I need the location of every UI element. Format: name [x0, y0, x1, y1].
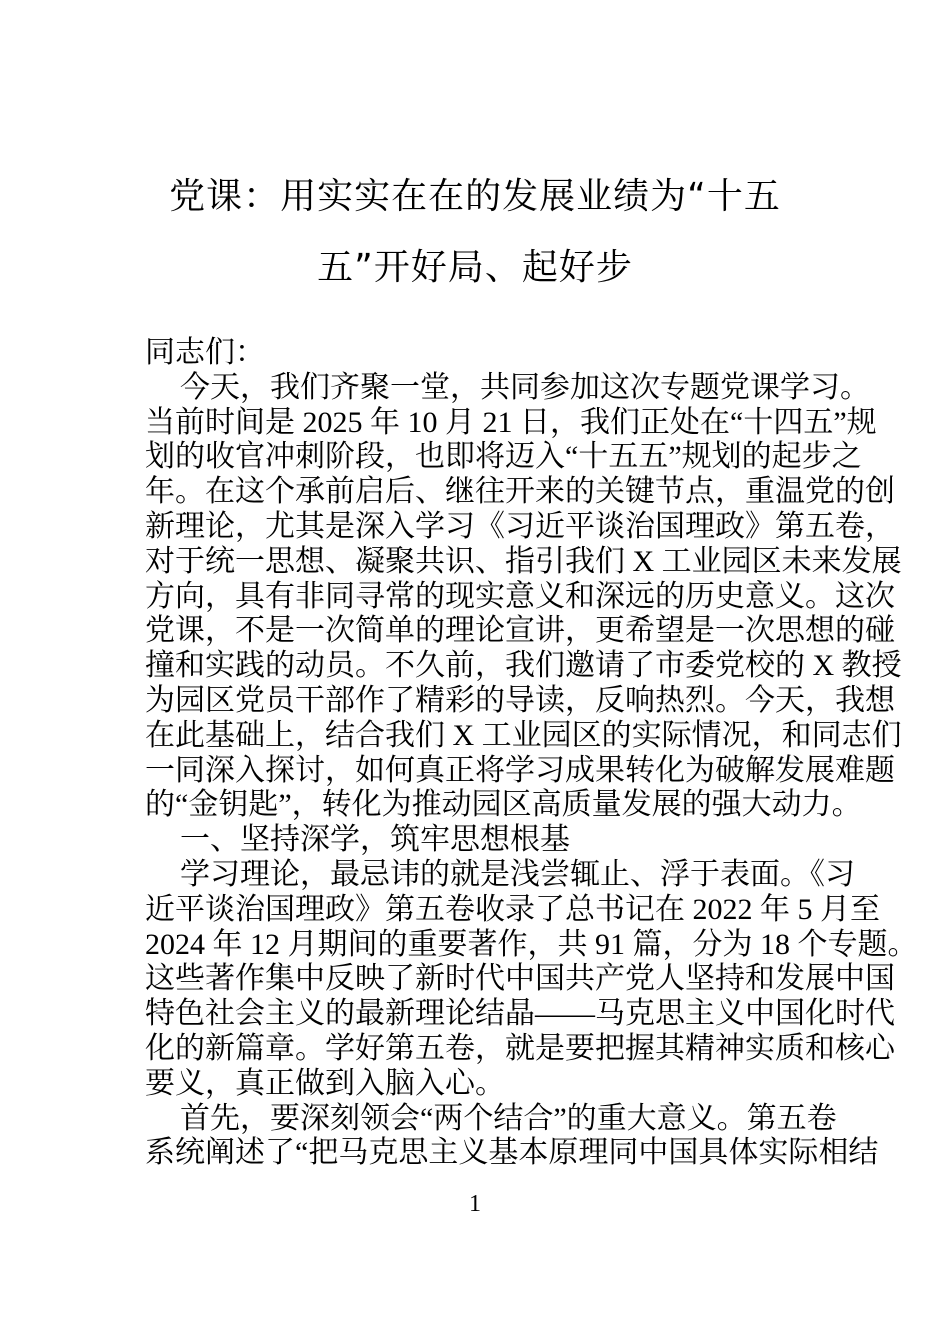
document-body: [145, 336, 918, 1171]
paragraph-line: 为园区党员干部作了精彩的导读，反响热烈。今天，我想: [145, 683, 895, 717]
paragraph-line: 学习理论，最忌讳的就是浅尝辄止、浮于表面。《习: [180, 857, 855, 891]
document-title-line-2: 五”开好局、起好步: [317, 247, 633, 288]
paragraph-line: 一同深入探讨，如何真正将学习成果转化为破解发展难题: [145, 753, 895, 787]
paragraph-line: 划的收官冲刺阶段，也即将迈入“十五五”规划的起步之: [145, 440, 862, 474]
paragraph-line: 一、坚持深学，筑牢思想根基: [180, 823, 570, 857]
paragraph-line: 这些著作集中反映了新时代中国共产党人坚持和发展中国: [145, 962, 895, 996]
paragraph-line: 系统阐述了“把马克思主义基本原理同中国具体实际相结: [145, 1136, 879, 1170]
paragraph-line: 近平谈治国理政》第五卷收录了总书记在 2022 年 5 月至: [145, 892, 880, 926]
paragraph-line: 当前时间是 2025 年 10 月 21 日，我们正处在“十四五”规: [145, 405, 877, 439]
paragraph-line: 化的新篇章。学好第五卷，就是要把握其精神实质和核心: [145, 1031, 895, 1065]
paragraph-line: 党课，不是一次简单的理论宣讲，更希望是一次思想的碰: [145, 614, 895, 648]
paragraph-line: 今天，我们齐聚一堂，共同参加这次专题党课学习。: [180, 370, 870, 404]
paragraph-line: 对于统一思想、凝聚共识、指引我们 X 工业园区未来发展: [145, 544, 902, 578]
paragraph-line: 方向，具有非同寻常的现实意义和深远的历史意义。这次: [145, 579, 895, 613]
paragraph-line: 新理论，尤其是深入学习《习近平谈治国理政》第五卷，: [145, 509, 895, 543]
paragraph-line: 特色社会主义的最新理论结晶——马克思主义中国化时代: [145, 997, 895, 1031]
paragraph-line: 在此基础上，结合我们 X 工业园区的实际情况，和同志们: [145, 718, 902, 752]
page-number: 1: [469, 1191, 481, 1217]
paragraph-line: 同志们：: [145, 336, 265, 369]
document-title-line-1: 党课：用实实在在的发展业绩为“十五: [169, 176, 781, 217]
paragraph-line: 首先，要深刻领会“两个结合”的重大意义。第五卷: [180, 1101, 837, 1135]
paragraph-line: 要义，真正做到入脑入心。: [145, 1066, 505, 1100]
paragraph-line: 的“金钥匙”，转化为推动园区高质量发展的强大动力。: [145, 788, 862, 822]
paragraph-line: 2024 年 12 月期间的重要著作，共 91 篇，分为 18 个专题。: [145, 927, 918, 961]
paragraph-line: 撞和实践的动员。不久前，我们邀请了市委党校的 X 教授: [145, 649, 902, 683]
paragraph-line: 年。在这个承前启后、继往开来的关键节点，重温党的创: [145, 475, 895, 509]
